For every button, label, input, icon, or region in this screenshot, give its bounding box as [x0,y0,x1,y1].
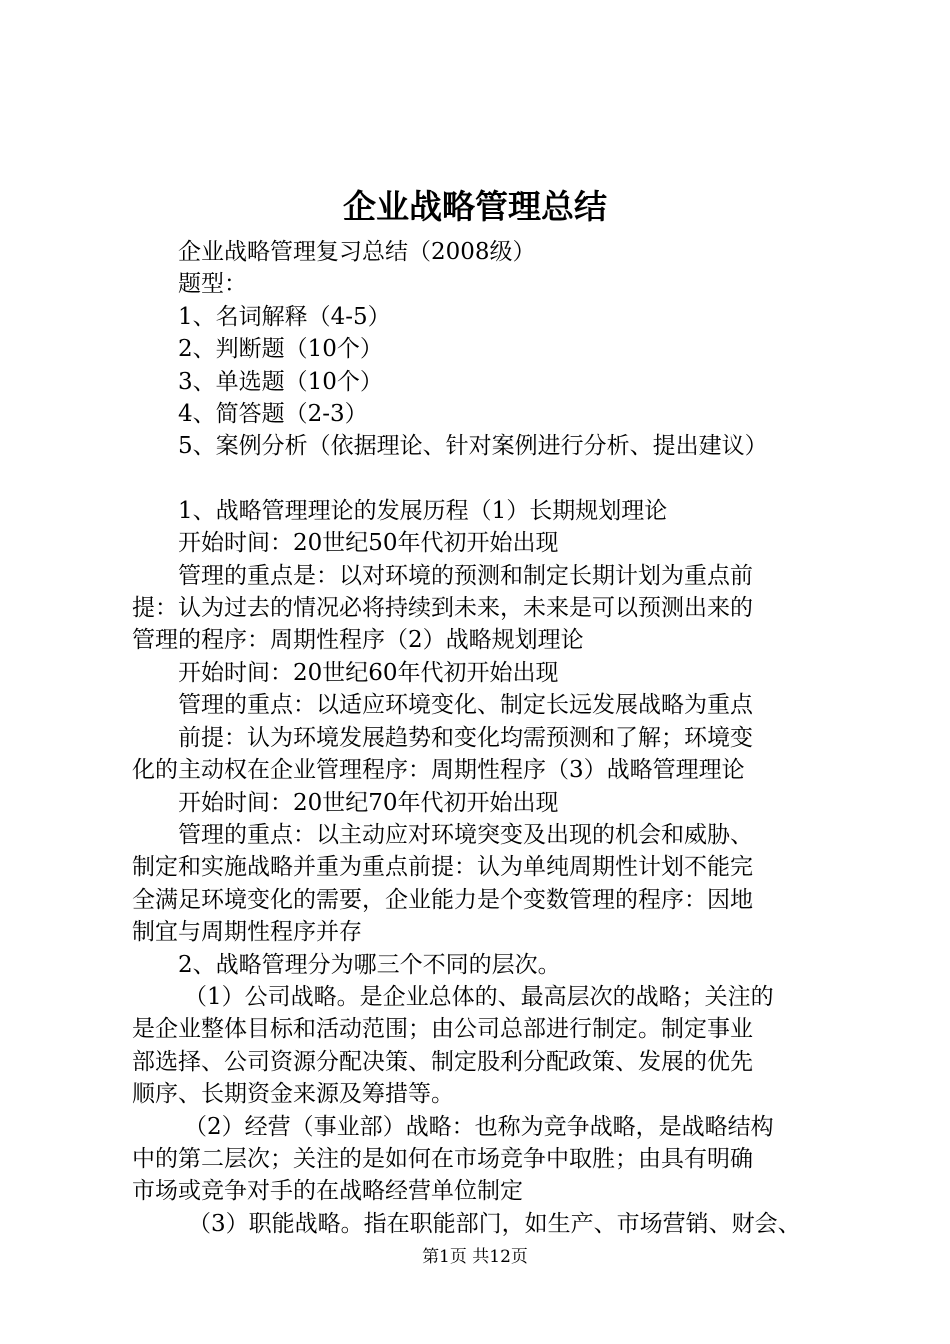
text-line: 前提：认为环境发展趋势和变化均需预测和了解；环境变 [178,724,753,751]
text-line: 制定和实施战略并重为重点前提：认为单纯周期性计划不能完 [132,854,753,881]
text-line: 开始时间：20世纪60年代初开始出现 [178,659,559,686]
text-line: 市场或竞争对手的在战略经营单位制定 [132,1178,523,1205]
text-line: 部选择、公司资源分配决策、制定股利分配政策、发展的优先 [132,1048,753,1075]
text-line: 中的第二层次；关注的是如何在市场竞争中取胜；由具有明确 [132,1145,753,1172]
text-line: 2、判断题（10个） [178,336,383,363]
text-line: 管理的重点：以适应环境变化、制定长远发展战略为重点 [178,692,753,719]
text-line: 企业战略管理复习总结（2008级） [178,239,536,265]
text-line: 提：认为过去的情况必将持续到未来，未来是可以预测出来的 [132,595,753,622]
text-line: 管理的重点是：以对环境的预测和制定长期计划为重点前 [178,562,753,589]
text-line: 是企业整体目标和活动范围；由公司总部进行制定。制定事业 [132,1016,753,1043]
text-line: 化的主动权在企业管理程序：周期性程序（3）战略管理理论 [132,757,745,784]
text-line: 管理的程序：周期性程序（2）战略规划理论 [132,627,584,654]
text-line: 制宜与周期性程序并存 [132,919,362,946]
text-line: （3）职能战略。指在职能部门，如生产、市场营销、财会、 [188,1210,801,1237]
text-line: 5、案例分析（依据理论、针对案例进行分析、提出建议） [178,433,768,460]
page-number-footer: 第1页 共12页 [422,1247,528,1267]
text-line: 3、单选题（10个） [178,368,383,395]
document-body [132,236,834,1240]
text-line: 开始时间：20世纪50年代初开始出现 [178,530,559,557]
text-line: 题型： [178,271,247,298]
text-line: 4、简答题（2-3） [178,401,368,428]
text-line: （1）公司战略。是企业总体的、最高层次的战略；关注的 [184,983,774,1010]
text-line: 全满足环境变化的需要，企业能力是个变数管理的程序：因地 [132,886,753,913]
text-line: 开始时间：20世纪70年代初开始出现 [178,789,559,816]
text-line: 顺序、长期资金来源及筹措等。 [132,1081,454,1108]
text-line: 2、战略管理分为哪三个不同的层次。 [178,951,561,978]
text-line: （2）经营（事业部）战略：也称为竞争战略，是战略结构 [184,1113,774,1140]
text-line: 1、名词解释（4-5） [178,303,391,330]
blank-line [132,463,834,495]
document-title: 企业战略管理总结 [343,187,607,226]
text-line: 管理的重点：以主动应对环境突变及出现的机会和威胁、 [178,821,753,848]
text-line: 1、战略管理理论的发展历程（1）长期规划理论 [178,497,668,524]
